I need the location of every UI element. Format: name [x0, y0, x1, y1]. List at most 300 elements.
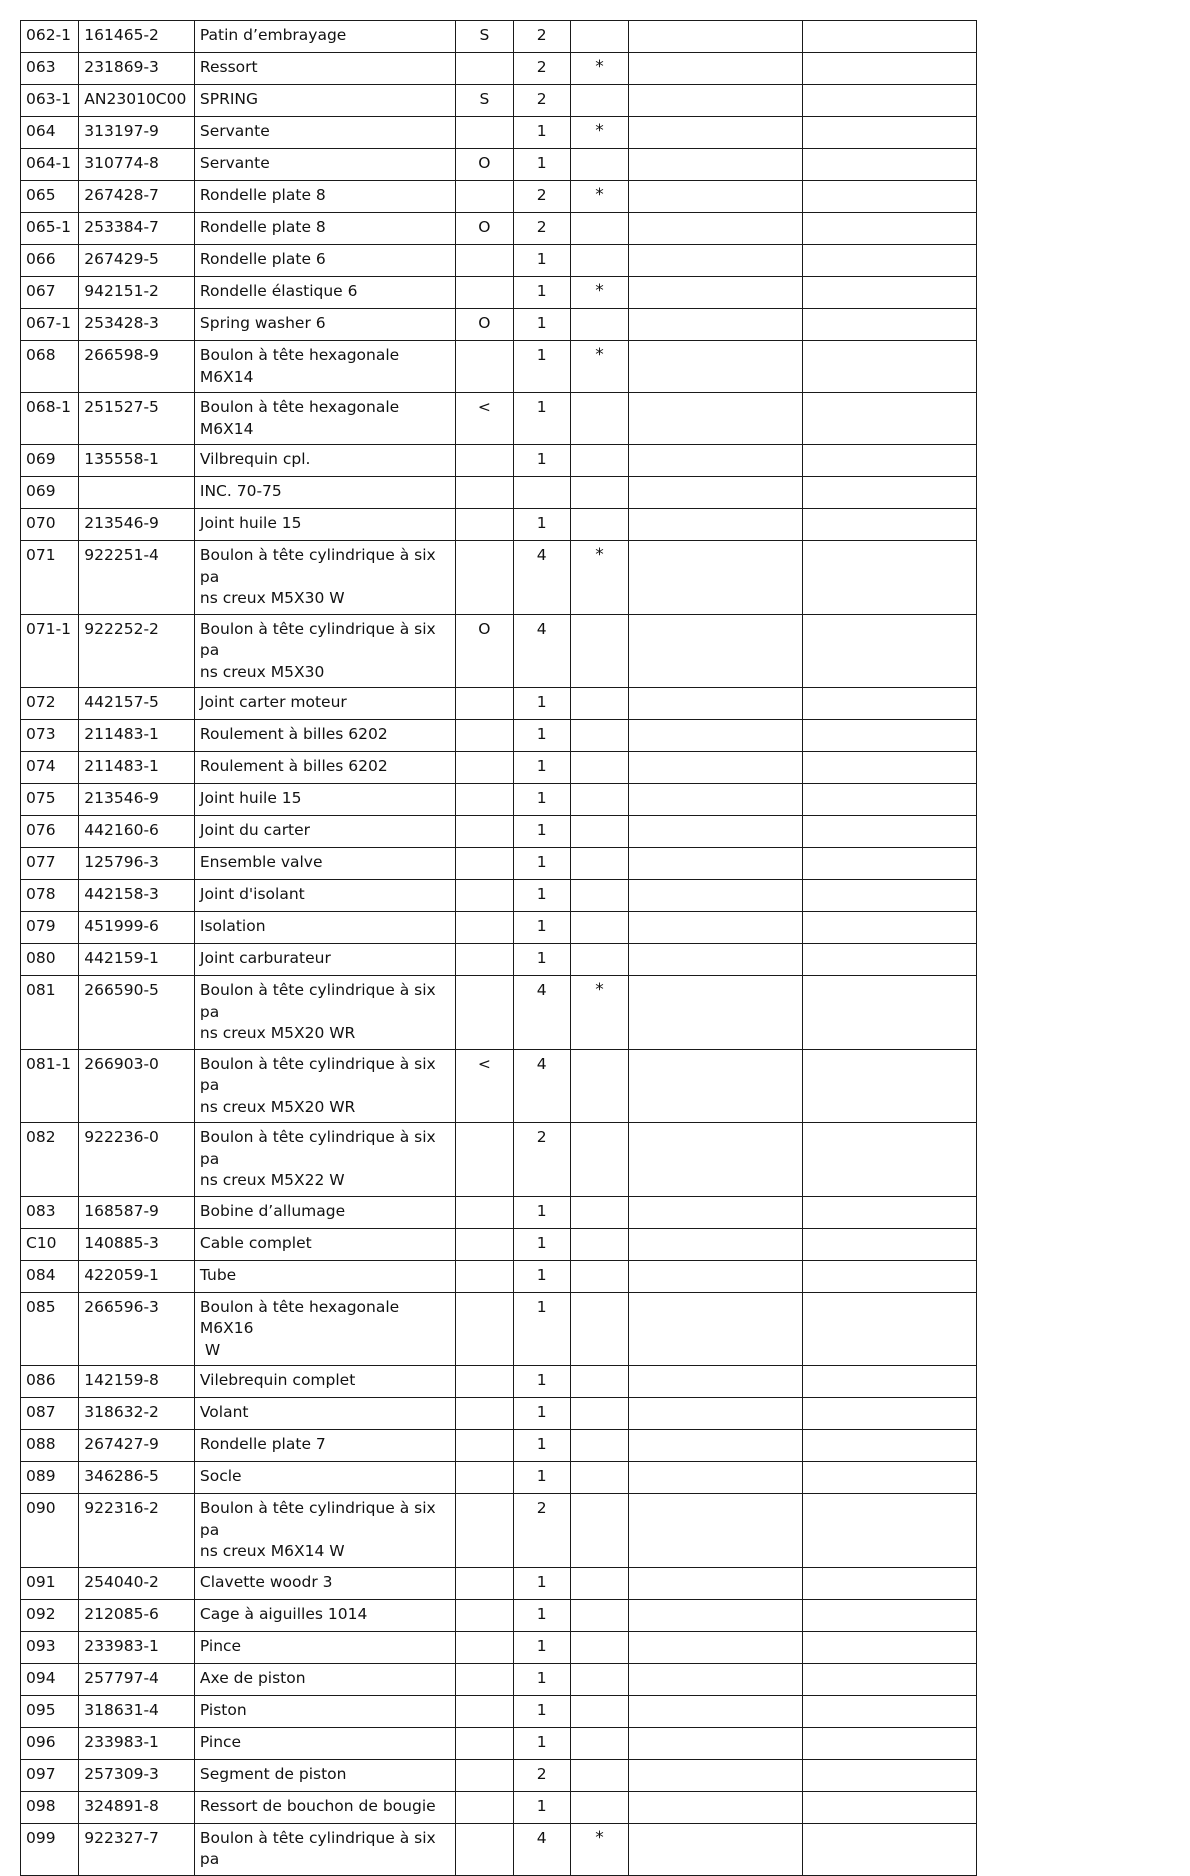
description-cell: Joint huile 15: [194, 509, 455, 541]
part-number-cell: [79, 477, 195, 509]
quantity-cell: 1: [513, 848, 570, 880]
table-row: [21, 1567, 977, 1599]
description-cell: Joint carburateur: [194, 944, 455, 976]
blank-cell: [629, 445, 803, 477]
blank-cell: [629, 1631, 803, 1663]
part-number-cell: 267429-5: [79, 245, 195, 277]
blank-cell: [629, 816, 803, 848]
table-row: [21, 1398, 977, 1430]
part-number-cell: 266596-3: [79, 1292, 195, 1366]
table-row: [21, 445, 977, 477]
ref-number-cell: 070: [21, 509, 79, 541]
blank-cell: [803, 21, 977, 53]
table-row: [21, 309, 977, 341]
blank-cell: [803, 614, 977, 688]
description-cell: Ensemble valve: [194, 848, 455, 880]
table-row: [21, 181, 977, 213]
asterisk-mark-cell: [570, 1494, 628, 1568]
description-cell: Pince: [194, 1727, 455, 1759]
quantity-cell: 4: [513, 1823, 570, 1875]
asterisk-mark-cell: [570, 1759, 628, 1791]
code-cell: [456, 1366, 513, 1398]
blank-cell: [803, 720, 977, 752]
table-row: [21, 1292, 977, 1366]
part-number-cell: 422059-1: [79, 1260, 195, 1292]
code-cell: [456, 784, 513, 816]
description-cell: Bobine d’allumage: [194, 1196, 455, 1228]
blank-cell: [629, 1049, 803, 1123]
blank-cell: [629, 1759, 803, 1791]
blank-cell: [803, 1398, 977, 1430]
blank-cell: [629, 541, 803, 615]
asterisk-mark-cell: [570, 1260, 628, 1292]
part-number-cell: 922236-0: [79, 1123, 195, 1197]
ref-number-cell: 068: [21, 341, 79, 393]
description-cell: Boulon à tête cylindrique à six pa: [194, 1823, 455, 1875]
table-row: [21, 1366, 977, 1398]
quantity-cell: 1: [513, 1567, 570, 1599]
blank-cell: [629, 614, 803, 688]
quantity-cell: 1: [513, 912, 570, 944]
asterisk-mark-cell: [570, 213, 628, 245]
part-number-cell: 253428-3: [79, 309, 195, 341]
ref-number-cell: 090: [21, 1494, 79, 1568]
blank-cell: [803, 816, 977, 848]
ref-number-cell: 099: [21, 1823, 79, 1875]
code-cell: [456, 1292, 513, 1366]
ref-number-cell: 071: [21, 541, 79, 615]
quantity-cell: 1: [513, 509, 570, 541]
asterisk-mark-cell: [570, 509, 628, 541]
blank-cell: [629, 1462, 803, 1494]
quantity-cell: 1: [513, 688, 570, 720]
blank-cell: [629, 1791, 803, 1823]
table-row: [21, 1631, 977, 1663]
quantity-cell: 1: [513, 1430, 570, 1462]
table-row: [21, 1228, 977, 1260]
code-cell: [456, 1631, 513, 1663]
ref-number-cell: 069: [21, 477, 79, 509]
blank-cell: [629, 944, 803, 976]
part-number-cell: 267428-7: [79, 181, 195, 213]
part-number-cell: 922327-7: [79, 1823, 195, 1875]
blank-cell: [803, 341, 977, 393]
ref-number-cell: 062-1: [21, 21, 79, 53]
ref-number-cell: 075: [21, 784, 79, 816]
part-number-cell: 266590-5: [79, 976, 195, 1050]
asterisk-mark-cell: [570, 848, 628, 880]
blank-cell: [629, 1260, 803, 1292]
description-cell: Boulon à tête cylindrique à six pa ns creux M5X20 WR: [194, 1049, 455, 1123]
part-number-cell: 213546-9: [79, 509, 195, 541]
blank-cell: [803, 1049, 977, 1123]
part-number-cell: 267427-9: [79, 1430, 195, 1462]
part-number-cell: 211483-1: [79, 720, 195, 752]
part-number-cell: 135558-1: [79, 445, 195, 477]
ref-number-cell: 071-1: [21, 614, 79, 688]
quantity-cell: 1: [513, 445, 570, 477]
code-cell: O: [456, 614, 513, 688]
ref-number-cell: C10: [21, 1228, 79, 1260]
description-cell: Rondelle plate 8: [194, 181, 455, 213]
asterisk-mark-cell: *: [570, 341, 628, 393]
code-cell: [456, 541, 513, 615]
description-cell: Ressort: [194, 53, 455, 85]
blank-cell: [803, 1727, 977, 1759]
part-number-cell: 213546-9: [79, 784, 195, 816]
asterisk-mark-cell: [570, 784, 628, 816]
code-cell: [456, 1430, 513, 1462]
asterisk-mark-cell: *: [570, 541, 628, 615]
table-row: [21, 944, 977, 976]
ref-number-cell: 066: [21, 245, 79, 277]
table-row: [21, 784, 977, 816]
code-cell: O: [456, 309, 513, 341]
blank-cell: [803, 688, 977, 720]
blank-cell: [629, 1430, 803, 1462]
blank-cell: [629, 1398, 803, 1430]
blank-cell: [629, 309, 803, 341]
code-cell: [456, 880, 513, 912]
blank-cell: [803, 976, 977, 1050]
description-cell: Segment de piston: [194, 1759, 455, 1791]
blank-cell: [629, 277, 803, 309]
blank-cell: [629, 848, 803, 880]
description-cell: Rondelle plate 8: [194, 213, 455, 245]
ref-number-cell: 081-1: [21, 1049, 79, 1123]
ref-number-cell: 076: [21, 816, 79, 848]
asterisk-mark-cell: [570, 21, 628, 53]
ref-number-cell: 064: [21, 117, 79, 149]
part-number-cell: 233983-1: [79, 1727, 195, 1759]
ref-number-cell: 093: [21, 1631, 79, 1663]
table-row: [21, 393, 977, 445]
code-cell: [456, 245, 513, 277]
code-cell: [456, 1791, 513, 1823]
asterisk-mark-cell: *: [570, 117, 628, 149]
description-cell: Isolation: [194, 912, 455, 944]
asterisk-mark-cell: [570, 85, 628, 117]
description-cell: Patin d’embrayage: [194, 21, 455, 53]
blank-cell: [803, 245, 977, 277]
asterisk-mark-cell: [570, 1631, 628, 1663]
part-number-cell: 125796-3: [79, 848, 195, 880]
quantity-cell: 1: [513, 309, 570, 341]
quantity-cell: 1: [513, 880, 570, 912]
blank-cell: [629, 21, 803, 53]
part-number-cell: 922252-2: [79, 614, 195, 688]
description-cell: SPRING: [194, 85, 455, 117]
blank-cell: [803, 944, 977, 976]
code-cell: <: [456, 393, 513, 445]
asterisk-mark-cell: [570, 1049, 628, 1123]
ref-number-cell: 091: [21, 1567, 79, 1599]
table-row: [21, 541, 977, 615]
table-row: [21, 688, 977, 720]
table-row: [21, 912, 977, 944]
table-row: [21, 477, 977, 509]
asterisk-mark-cell: [570, 1663, 628, 1695]
asterisk-mark-cell: [570, 912, 628, 944]
blank-cell: [803, 477, 977, 509]
blank-cell: [629, 1196, 803, 1228]
table-row: [21, 1430, 977, 1462]
asterisk-mark-cell: *: [570, 181, 628, 213]
code-cell: [456, 509, 513, 541]
description-cell: Boulon à tête hexagonale M6X14: [194, 393, 455, 445]
description-cell: Vilbrequin cpl.: [194, 445, 455, 477]
blank-cell: [803, 1663, 977, 1695]
blank-cell: [803, 1823, 977, 1875]
blank-cell: [803, 53, 977, 85]
quantity-cell: 1: [513, 816, 570, 848]
blank-cell: [629, 1123, 803, 1197]
blank-cell: [629, 1823, 803, 1875]
part-number-cell: 318632-2: [79, 1398, 195, 1430]
asterisk-mark-cell: *: [570, 53, 628, 85]
table-row: [21, 245, 977, 277]
asterisk-mark-cell: [570, 880, 628, 912]
code-cell: [456, 720, 513, 752]
ref-number-cell: 095: [21, 1695, 79, 1727]
quantity-cell: 1: [513, 1462, 570, 1494]
blank-cell: [803, 752, 977, 784]
description-cell: Joint d'isolant: [194, 880, 455, 912]
blank-cell: [629, 976, 803, 1050]
quantity-cell: 1: [513, 149, 570, 181]
table-row: [21, 1260, 977, 1292]
description-cell: Cage à aiguilles 1014: [194, 1599, 455, 1631]
blank-cell: [803, 1366, 977, 1398]
code-cell: [456, 944, 513, 976]
blank-cell: [803, 1567, 977, 1599]
description-cell: Axe de piston: [194, 1663, 455, 1695]
code-cell: [456, 477, 513, 509]
table-row: [21, 1599, 977, 1631]
asterisk-mark-cell: [570, 1123, 628, 1197]
part-number-cell: 442157-5: [79, 688, 195, 720]
blank-cell: [629, 1663, 803, 1695]
part-number-cell: 231869-3: [79, 53, 195, 85]
ref-number-cell: 087: [21, 1398, 79, 1430]
asterisk-mark-cell: [570, 1599, 628, 1631]
asterisk-mark-cell: [570, 309, 628, 341]
table-row: [21, 21, 977, 53]
table-row: [21, 1791, 977, 1823]
quantity-cell: 2: [513, 1759, 570, 1791]
code-cell: [456, 1727, 513, 1759]
quantity-cell: 1: [513, 1292, 570, 1366]
ref-number-cell: 097: [21, 1759, 79, 1791]
quantity-cell: 2: [513, 85, 570, 117]
description-cell: Tube: [194, 1260, 455, 1292]
quantity-cell: 4: [513, 541, 570, 615]
part-number-cell: 451999-6: [79, 912, 195, 944]
table-row: [21, 816, 977, 848]
blank-cell: [629, 784, 803, 816]
table-row: [21, 614, 977, 688]
table-row: [21, 277, 977, 309]
quantity-cell: 1: [513, 1727, 570, 1759]
quantity-cell: 1: [513, 117, 570, 149]
code-cell: [456, 976, 513, 1050]
code-cell: [456, 1599, 513, 1631]
blank-cell: [803, 1695, 977, 1727]
blank-cell: [803, 149, 977, 181]
ref-number-cell: 094: [21, 1663, 79, 1695]
ref-number-cell: 088: [21, 1430, 79, 1462]
ref-number-cell: 072: [21, 688, 79, 720]
ref-number-cell: 065-1: [21, 213, 79, 245]
blank-cell: [803, 181, 977, 213]
asterisk-mark-cell: [570, 477, 628, 509]
quantity-cell: 4: [513, 976, 570, 1050]
quantity-cell: [513, 477, 570, 509]
table-row: [21, 1727, 977, 1759]
ref-number-cell: 063: [21, 53, 79, 85]
part-number-cell: 257309-3: [79, 1759, 195, 1791]
ref-number-cell: 078: [21, 880, 79, 912]
asterisk-mark-cell: [570, 1398, 628, 1430]
part-number-cell: 324891-8: [79, 1791, 195, 1823]
part-number-cell: 266598-9: [79, 341, 195, 393]
description-cell: Pince: [194, 1631, 455, 1663]
blank-cell: [803, 509, 977, 541]
blank-cell: [629, 85, 803, 117]
code-cell: [456, 816, 513, 848]
ref-number-cell: 063-1: [21, 85, 79, 117]
asterisk-mark-cell: [570, 614, 628, 688]
code-cell: [456, 341, 513, 393]
blank-cell: [803, 1791, 977, 1823]
blank-cell: [803, 848, 977, 880]
table-row: [21, 53, 977, 85]
blank-cell: [629, 393, 803, 445]
blank-cell: [629, 1567, 803, 1599]
blank-cell: [803, 1759, 977, 1791]
description-cell: Joint carter moteur: [194, 688, 455, 720]
table-row: [21, 213, 977, 245]
quantity-cell: 1: [513, 720, 570, 752]
blank-cell: [629, 880, 803, 912]
blank-cell: [803, 1462, 977, 1494]
blank-cell: [803, 309, 977, 341]
table-row: [21, 848, 977, 880]
blank-cell: [803, 1494, 977, 1568]
asterisk-mark-cell: [570, 1366, 628, 1398]
quantity-cell: 1: [513, 1695, 570, 1727]
part-number-cell: 233983-1: [79, 1631, 195, 1663]
code-cell: [456, 53, 513, 85]
ref-number-cell: 068-1: [21, 393, 79, 445]
quantity-cell: 1: [513, 944, 570, 976]
quantity-cell: 1: [513, 1398, 570, 1430]
ref-number-cell: 086: [21, 1366, 79, 1398]
asterisk-mark-cell: *: [570, 277, 628, 309]
part-number-cell: 922316-2: [79, 1494, 195, 1568]
asterisk-mark-cell: *: [570, 1823, 628, 1875]
asterisk-mark-cell: [570, 1695, 628, 1727]
blank-cell: [803, 784, 977, 816]
quantity-cell: 2: [513, 1123, 570, 1197]
code-cell: [456, 1228, 513, 1260]
quantity-cell: 1: [513, 1791, 570, 1823]
ref-number-cell: 082: [21, 1123, 79, 1197]
blank-cell: [803, 117, 977, 149]
description-cell: Servante: [194, 117, 455, 149]
part-number-cell: 942151-2: [79, 277, 195, 309]
quantity-cell: 1: [513, 245, 570, 277]
ref-number-cell: 080: [21, 944, 79, 976]
blank-cell: [629, 117, 803, 149]
parts-table-body: [21, 21, 977, 1876]
part-number-cell: AN23010C00: [79, 85, 195, 117]
blank-cell: [629, 509, 803, 541]
description-cell: Boulon à tête cylindrique à six pa ns creux M5X20 WR: [194, 976, 455, 1050]
part-number-cell: 922251-4: [79, 541, 195, 615]
ref-number-cell: 083: [21, 1196, 79, 1228]
ref-number-cell: 067: [21, 277, 79, 309]
asterisk-mark-cell: [570, 245, 628, 277]
description-cell: Roulement à billes 6202: [194, 720, 455, 752]
blank-cell: [629, 1727, 803, 1759]
asterisk-mark-cell: *: [570, 976, 628, 1050]
asterisk-mark-cell: [570, 752, 628, 784]
quantity-cell: 1: [513, 1260, 570, 1292]
code-cell: [456, 1567, 513, 1599]
table-row: [21, 117, 977, 149]
ref-number-cell: 081: [21, 976, 79, 1050]
ref-number-cell: 085: [21, 1292, 79, 1366]
part-number-cell: 346286-5: [79, 1462, 195, 1494]
asterisk-mark-cell: [570, 1228, 628, 1260]
table-row: [21, 880, 977, 912]
code-cell: [456, 848, 513, 880]
part-number-cell: 161465-2: [79, 21, 195, 53]
description-cell: Boulon à tête cylindrique à six pa ns creux M5X30 W: [194, 541, 455, 615]
part-number-cell: 254040-2: [79, 1567, 195, 1599]
description-cell: Clavette woodr 3: [194, 1567, 455, 1599]
blank-cell: [803, 85, 977, 117]
blank-cell: [629, 53, 803, 85]
table-row: [21, 509, 977, 541]
description-cell: Boulon à tête hexagonale M6X14: [194, 341, 455, 393]
code-cell: S: [456, 21, 513, 53]
part-number-cell: 168587-9: [79, 1196, 195, 1228]
description-cell: Cable complet: [194, 1228, 455, 1260]
part-number-cell: 442158-3: [79, 880, 195, 912]
asterisk-mark-cell: [570, 720, 628, 752]
ref-number-cell: 077: [21, 848, 79, 880]
quantity-cell: 2: [513, 53, 570, 85]
blank-cell: [629, 912, 803, 944]
part-number-cell: 212085-6: [79, 1599, 195, 1631]
parts-list-table: [20, 20, 977, 1876]
code-cell: [456, 1695, 513, 1727]
quantity-cell: 4: [513, 614, 570, 688]
ref-number-cell: 098: [21, 1791, 79, 1823]
blank-cell: [803, 1260, 977, 1292]
blank-cell: [629, 720, 803, 752]
description-cell: Joint du carter: [194, 816, 455, 848]
description-cell: Piston: [194, 1695, 455, 1727]
description-cell: Roulement à billes 6202: [194, 752, 455, 784]
part-number-cell: 253384-7: [79, 213, 195, 245]
blank-cell: [629, 1292, 803, 1366]
code-cell: [456, 1123, 513, 1197]
code-cell: [456, 1260, 513, 1292]
code-cell: [456, 1823, 513, 1875]
